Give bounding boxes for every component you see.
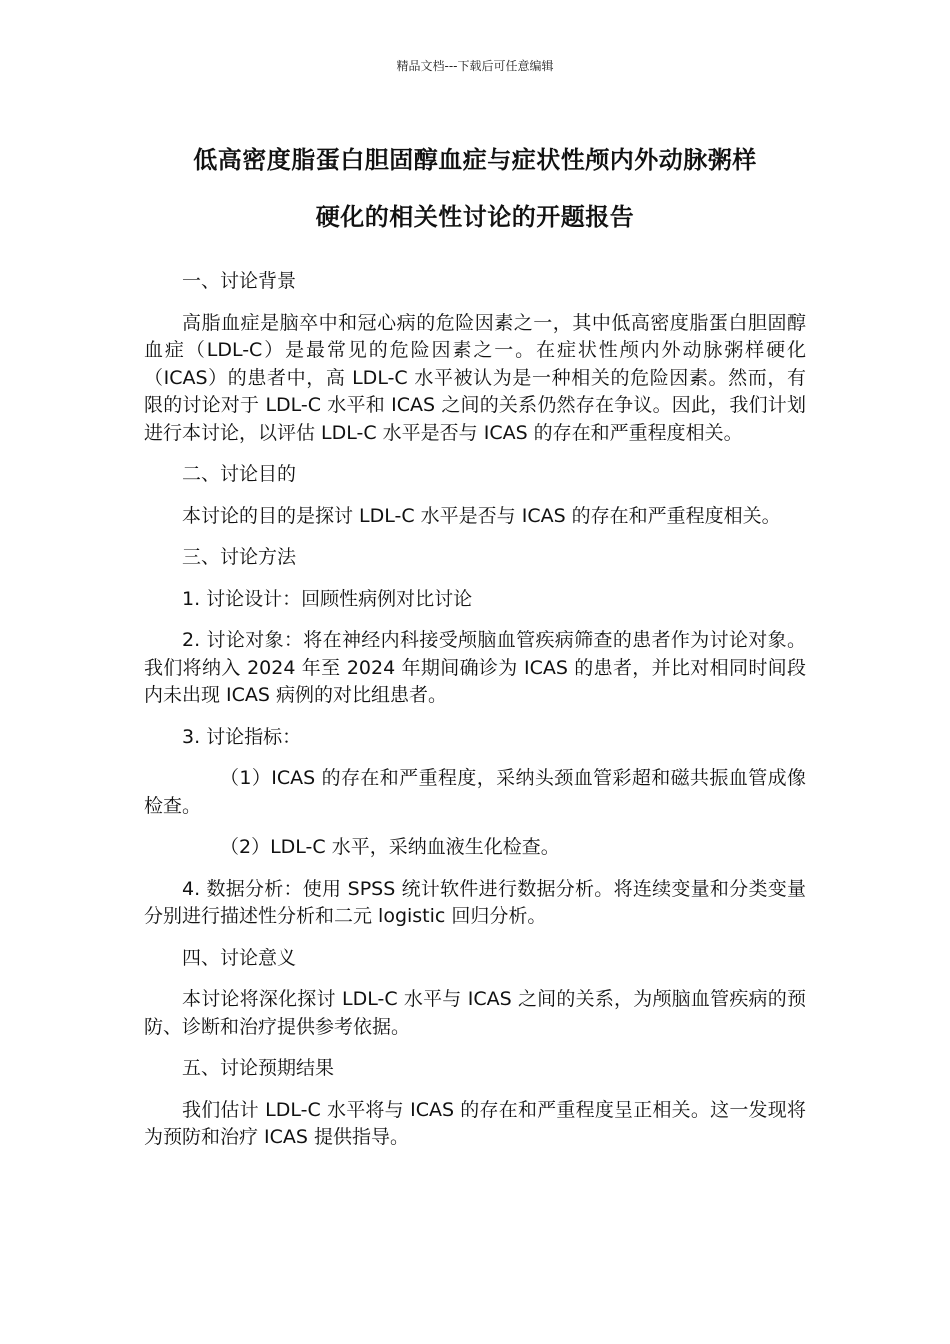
paragraph-purpose: 本讨论的目的是探讨 LDL-C 水平是否与 ICAS 的存在和严重程度相关。 (182, 504, 781, 527)
indicator-sub-item-ldl: （2）LDL-C 水平，采纳血液生化检查。 (220, 836, 560, 858)
method-item-analysis: 4. 数据分析：使用 SPSS 统计软件进行数据分析。将连续变量和分类变量分别进行描述性分析和二元 logistic 回归分析。 (144, 877, 806, 927)
indicator-sub-item-icas: （1）ICAS 的存在和严重程度，采纳头颈血管彩超和磁共振血管成像检查。 (144, 767, 806, 817)
paragraph-background: 高脂血症是脑卒中和冠心病的危险因素之一，其中低高密度脂蛋白胆固醇血症（LDL-C）是最常见的危险因素之一。在症状性颅内外动脉粥样硬化（ICAS）的患者中，高 LDL-C 水平被认为是一种相关的危险因素。然而，有限的讨论对于 LDL-C 水平和 ICAS 之间的关系仍然存在争议。因此，我们计划进行本讨论，以评估 LDL-C 水平是否与 ICAS 的存在和严重程度相关。 (144, 311, 806, 444)
paragraph-significance: 本讨论将深化探讨 LDL-C 水平与 ICAS 之间的关系，为颅脑血管疾病的预防、诊断和治疗提供参考依据。 (144, 988, 806, 1038)
paragraph-expected-results: 我们估计 LDL-C 水平将与 ICAS 的存在和严重程度呈正相关。这一发现将为预防和治疗 ICAS 提供指导。 (144, 1098, 806, 1148)
method-item-indicators: 3. 讨论指标： (182, 725, 302, 748)
section-heading-methods: 三、讨论方法 (182, 546, 297, 568)
page-header: 精品文档---下载后可任意编辑 (396, 59, 554, 73)
title-line-2: 硬化的相关性讨论的开题报告 (315, 203, 635, 231)
title-line-1: 低高密度脂蛋白胆固醇血症与症状性颅内外动脉粥样 (193, 146, 757, 174)
section-heading-purpose: 二、讨论目的 (182, 463, 297, 485)
section-heading-background: 一、讨论背景 (182, 270, 297, 292)
method-item-subjects: 2. 讨论对象：将在神经内科接受颅脑血管疾病筛查的患者作为讨论对象。我们将纳入 2024 年至 2024 年期间确诊为 ICAS 的患者，并比对相同时间段内未出现 ICAS 病例的对比组患者。 (144, 629, 806, 706)
document-body (144, 268, 806, 1152)
section-heading-significance: 四、讨论意义 (182, 946, 297, 969)
document-title (100, 132, 850, 246)
method-item-design: 1. 讨论设计：回顾性病例对比讨论 (182, 587, 473, 610)
section-heading-expected-results: 五、讨论预期结果 (182, 1057, 335, 1079)
